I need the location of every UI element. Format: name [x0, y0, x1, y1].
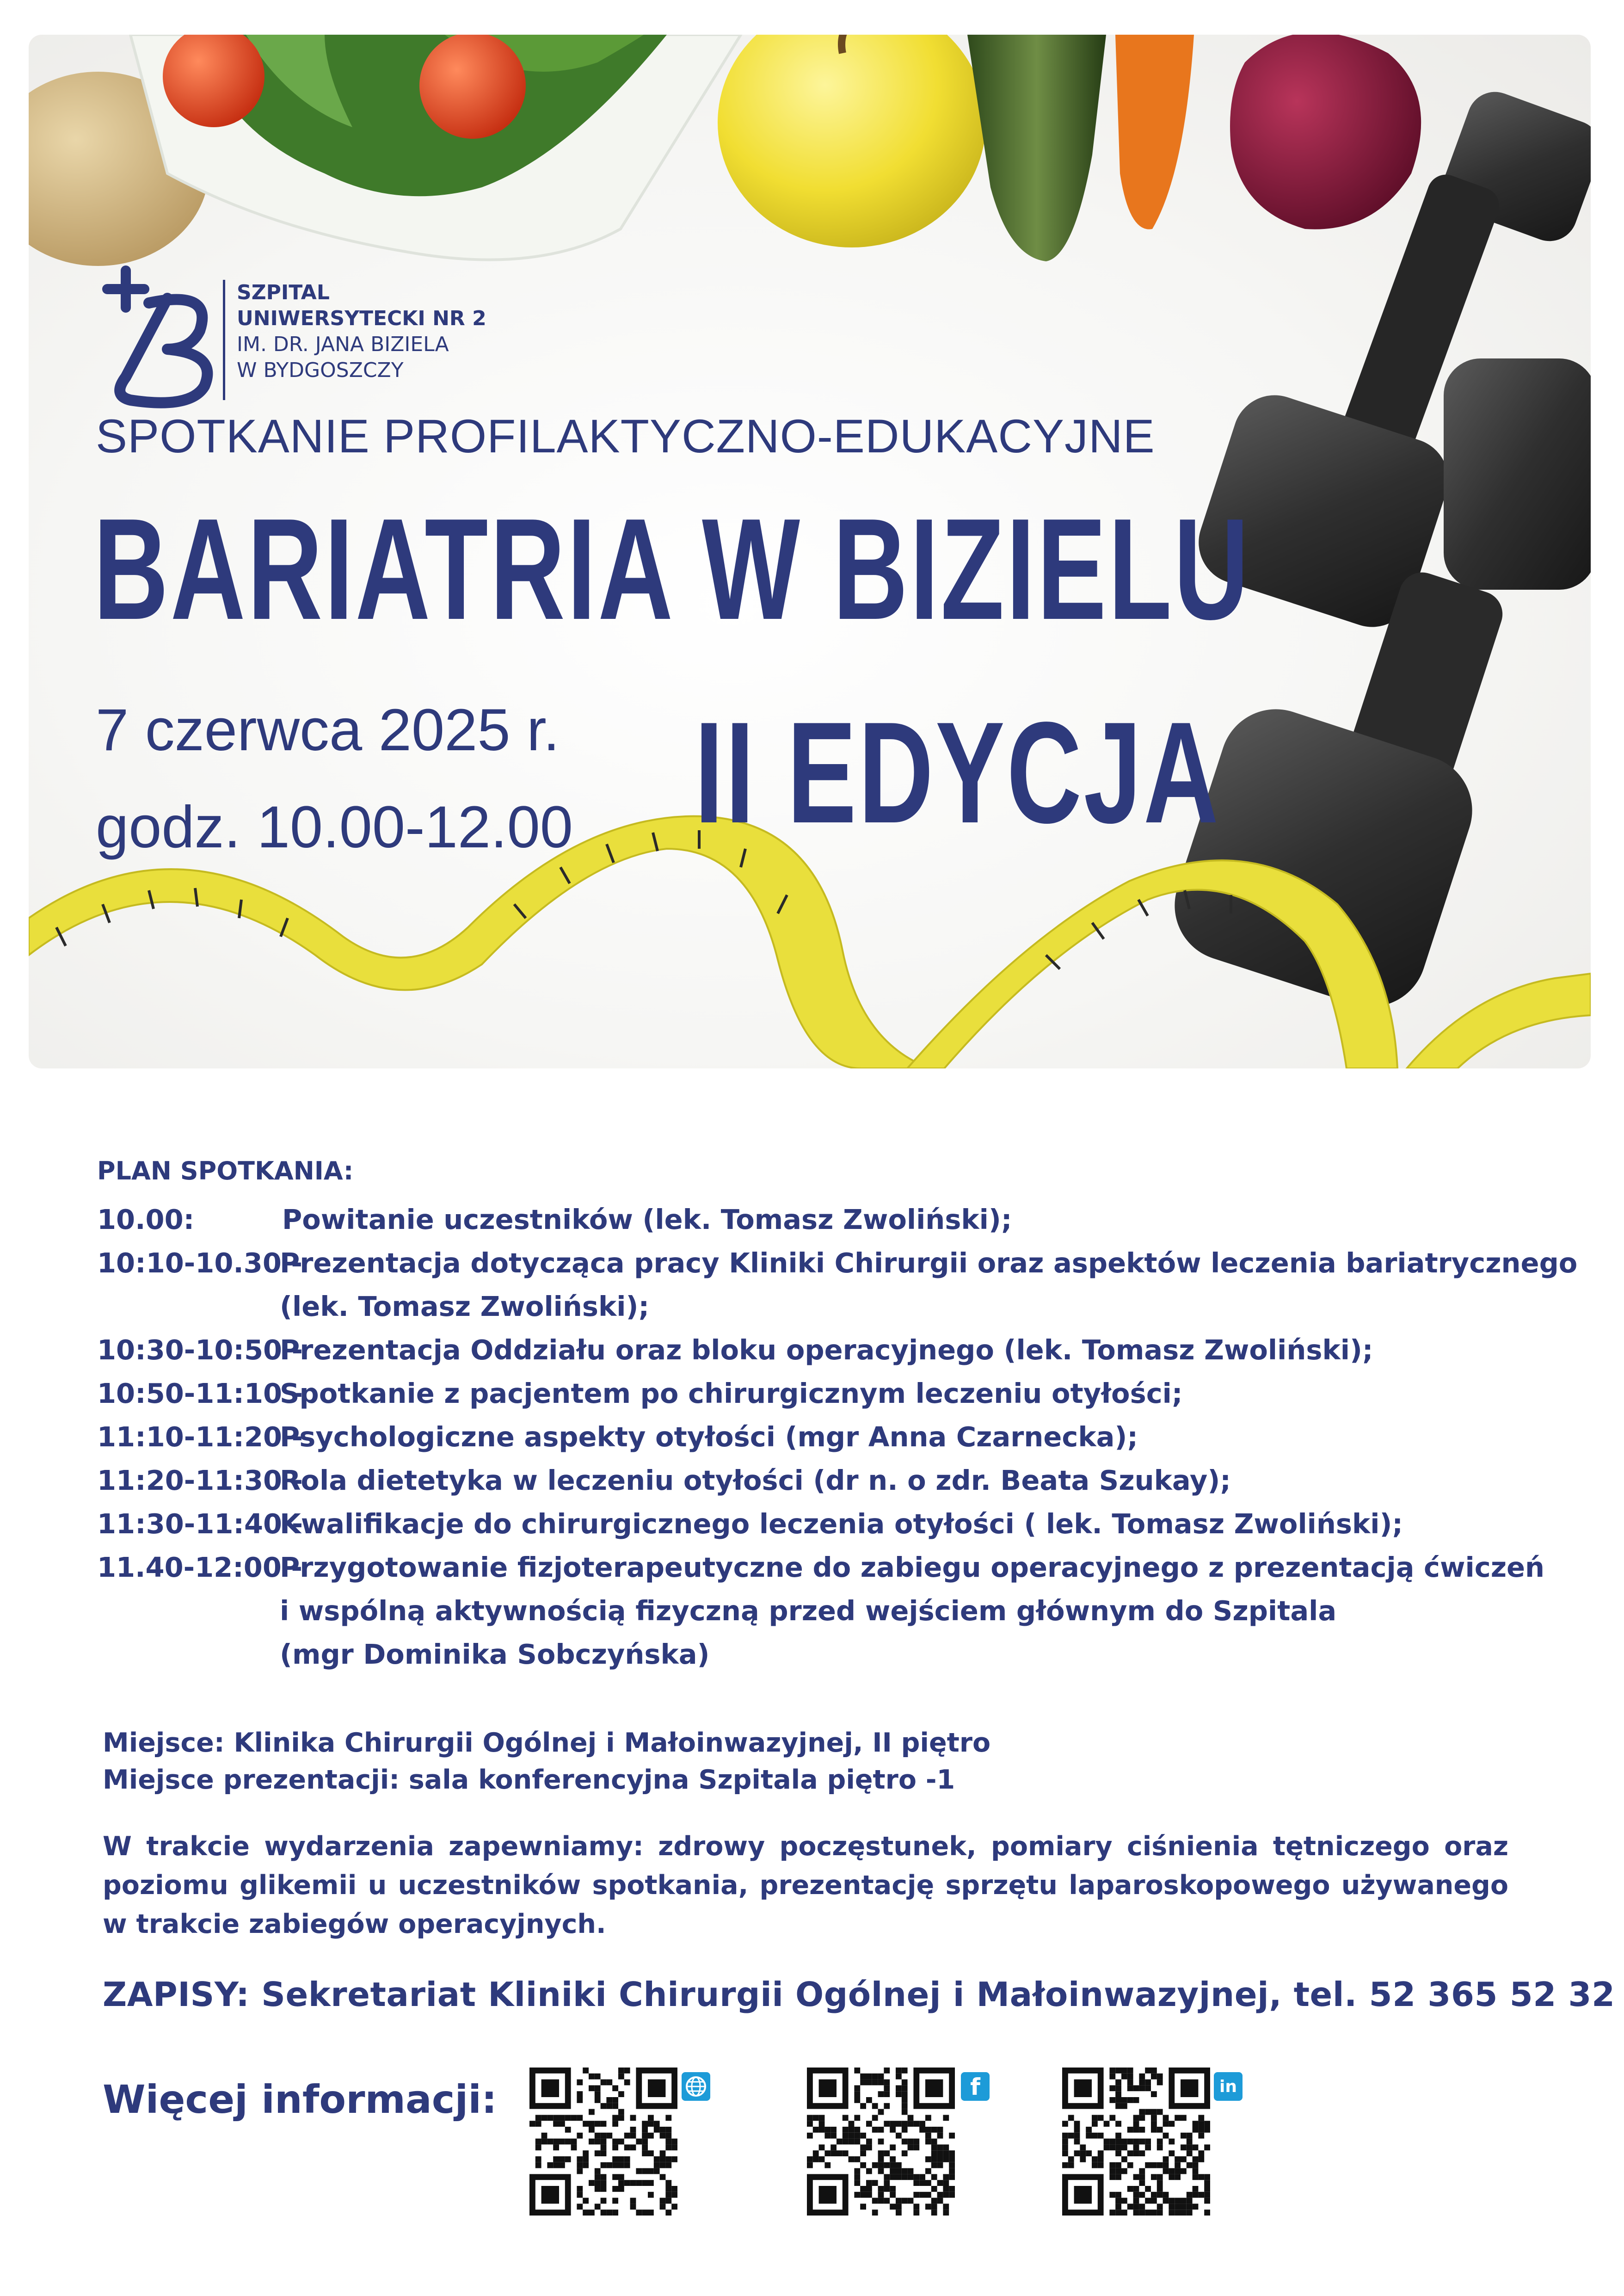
- plan-item-time: 11.40-12:00 -: [97, 1551, 302, 1583]
- registration-text: ZAPISY: Sekretariat Kliniki Chirurgii Ogólnej i Małoinwazyjnej, tel. 52 365 52 32: [103, 1975, 1615, 2014]
- event-date: 7 czerwca 2025 r.: [96, 697, 560, 763]
- plan-item-time: 10:50-11:10 -: [97, 1377, 303, 1409]
- plan-item-text: Rola dietetyka w leczeniu otyłości (dr n. o zdr. Beata Szukay);: [280, 1464, 1231, 1496]
- logo-text: [237, 280, 486, 383]
- hero-banner: [29, 35, 1591, 1068]
- plan-item-text: Przygotowanie fizjoterapeutyczne do zabiegu operacyjnego z prezentacją ćwiczeń: [280, 1551, 1545, 1583]
- plan-item-text: (lek. Tomasz Zwoliński);: [280, 1290, 650, 1322]
- plan-item-text: i wspólną aktywnością fizyczną przed wejściem głównym do Szpitala: [280, 1595, 1337, 1627]
- plan-item-time: 10.00:: [97, 1204, 195, 1235]
- plan-item-time: 11:30-11:40 -: [97, 1508, 303, 1540]
- logo-line-4: W BYDGOSZCZY: [237, 358, 404, 382]
- venue-text: Miejsce: Klinika Chirurgii Ogólnej i Małoinwazyjnej, II piętro: [103, 1728, 991, 1758]
- event-time: godz. 10.00-12.00: [96, 794, 573, 860]
- hospital-b-logo-icon: [98, 261, 218, 414]
- plan-item-time: 11:10-11:20 -: [97, 1421, 303, 1453]
- plan-item-text: Powitanie uczestników (lek. Tomasz Zwoliński);: [282, 1204, 1012, 1235]
- logo-line-1: SZPITAL: [237, 281, 330, 304]
- plan-heading: PLAN SPOTKANIA:: [97, 1156, 354, 1185]
- carrot-image: [1115, 35, 1194, 229]
- plan-item-text: Prezentacja dotycząca pracy Kliniki Chirurgii oraz aspektów leczenia bariatrycznego: [280, 1247, 1578, 1279]
- plan-item-time: 11:20-11:30 -: [97, 1464, 303, 1496]
- red-onion-image: [1230, 35, 1421, 229]
- plan-item-text: Prezentacja Oddziału oraz bloku operacyjnego (lek. Tomasz Zwoliński);: [280, 1334, 1373, 1366]
- facebook-icon: f: [961, 2072, 990, 2101]
- facebook-qr-code[interactable]: [807, 2068, 955, 2216]
- hospital-logo: [98, 261, 514, 414]
- presentation-venue-text: Miejsce prezentacji: sala konferencyjna Szpitala piętro -1: [103, 1765, 955, 1795]
- event-edition: II EDYCJA: [695, 692, 1221, 853]
- logo-line-2: UNIWERSYTECKI NR 2: [237, 307, 486, 330]
- apple-image: [718, 35, 986, 247]
- event-title: BARIATRIA W BIZIELU: [93, 489, 1251, 650]
- logo-line-3: IM. DR. JANA BIZIELA: [237, 333, 449, 356]
- services-paragraph: W trakcie wydarzenia zapewniamy: zdrowy poczęstunek, pomiary ciśnienia tętniczego oraz poziomu glikemii u uczestników spotkania, prezentację sprzętu laparoskopowego używanego w trakcie zabiegów operacyjnych.: [103, 1831, 1508, 1939]
- linkedin-qr-code[interactable]: [1062, 2068, 1210, 2216]
- plan-item-text: Kwalifikacje do chirurgicznego leczenia otyłości ( lek. Tomasz Zwoliński);: [280, 1508, 1403, 1540]
- tomato-image: [419, 35, 526, 139]
- event-subtitle: SPOTKANIE PROFILAKTYCZNO-EDUKACYJNE: [96, 410, 1155, 463]
- plan-item-text: Spotkanie z pacjentem po chirurgicznym leczeniu otyłości;: [280, 1377, 1183, 1409]
- plan-item-time: 10:10-10.30 -: [97, 1247, 302, 1279]
- plan-item-text: Psychologiczne aspekty otyłości (mgr Anna Czarnecka);: [280, 1421, 1138, 1453]
- website-qr-code[interactable]: [529, 2068, 677, 2216]
- more-info-label: Więcej informacji:: [103, 2077, 497, 2122]
- zucchini-image: [967, 35, 1106, 261]
- plan-item-time: 10:30-10:50 -: [97, 1334, 303, 1366]
- logo-divider: [223, 280, 225, 400]
- linkedin-icon: in: [1214, 2072, 1243, 2101]
- plan-item-text: (mgr Dominika Sobczyńska): [280, 1638, 710, 1670]
- globe-icon: [682, 2072, 710, 2101]
